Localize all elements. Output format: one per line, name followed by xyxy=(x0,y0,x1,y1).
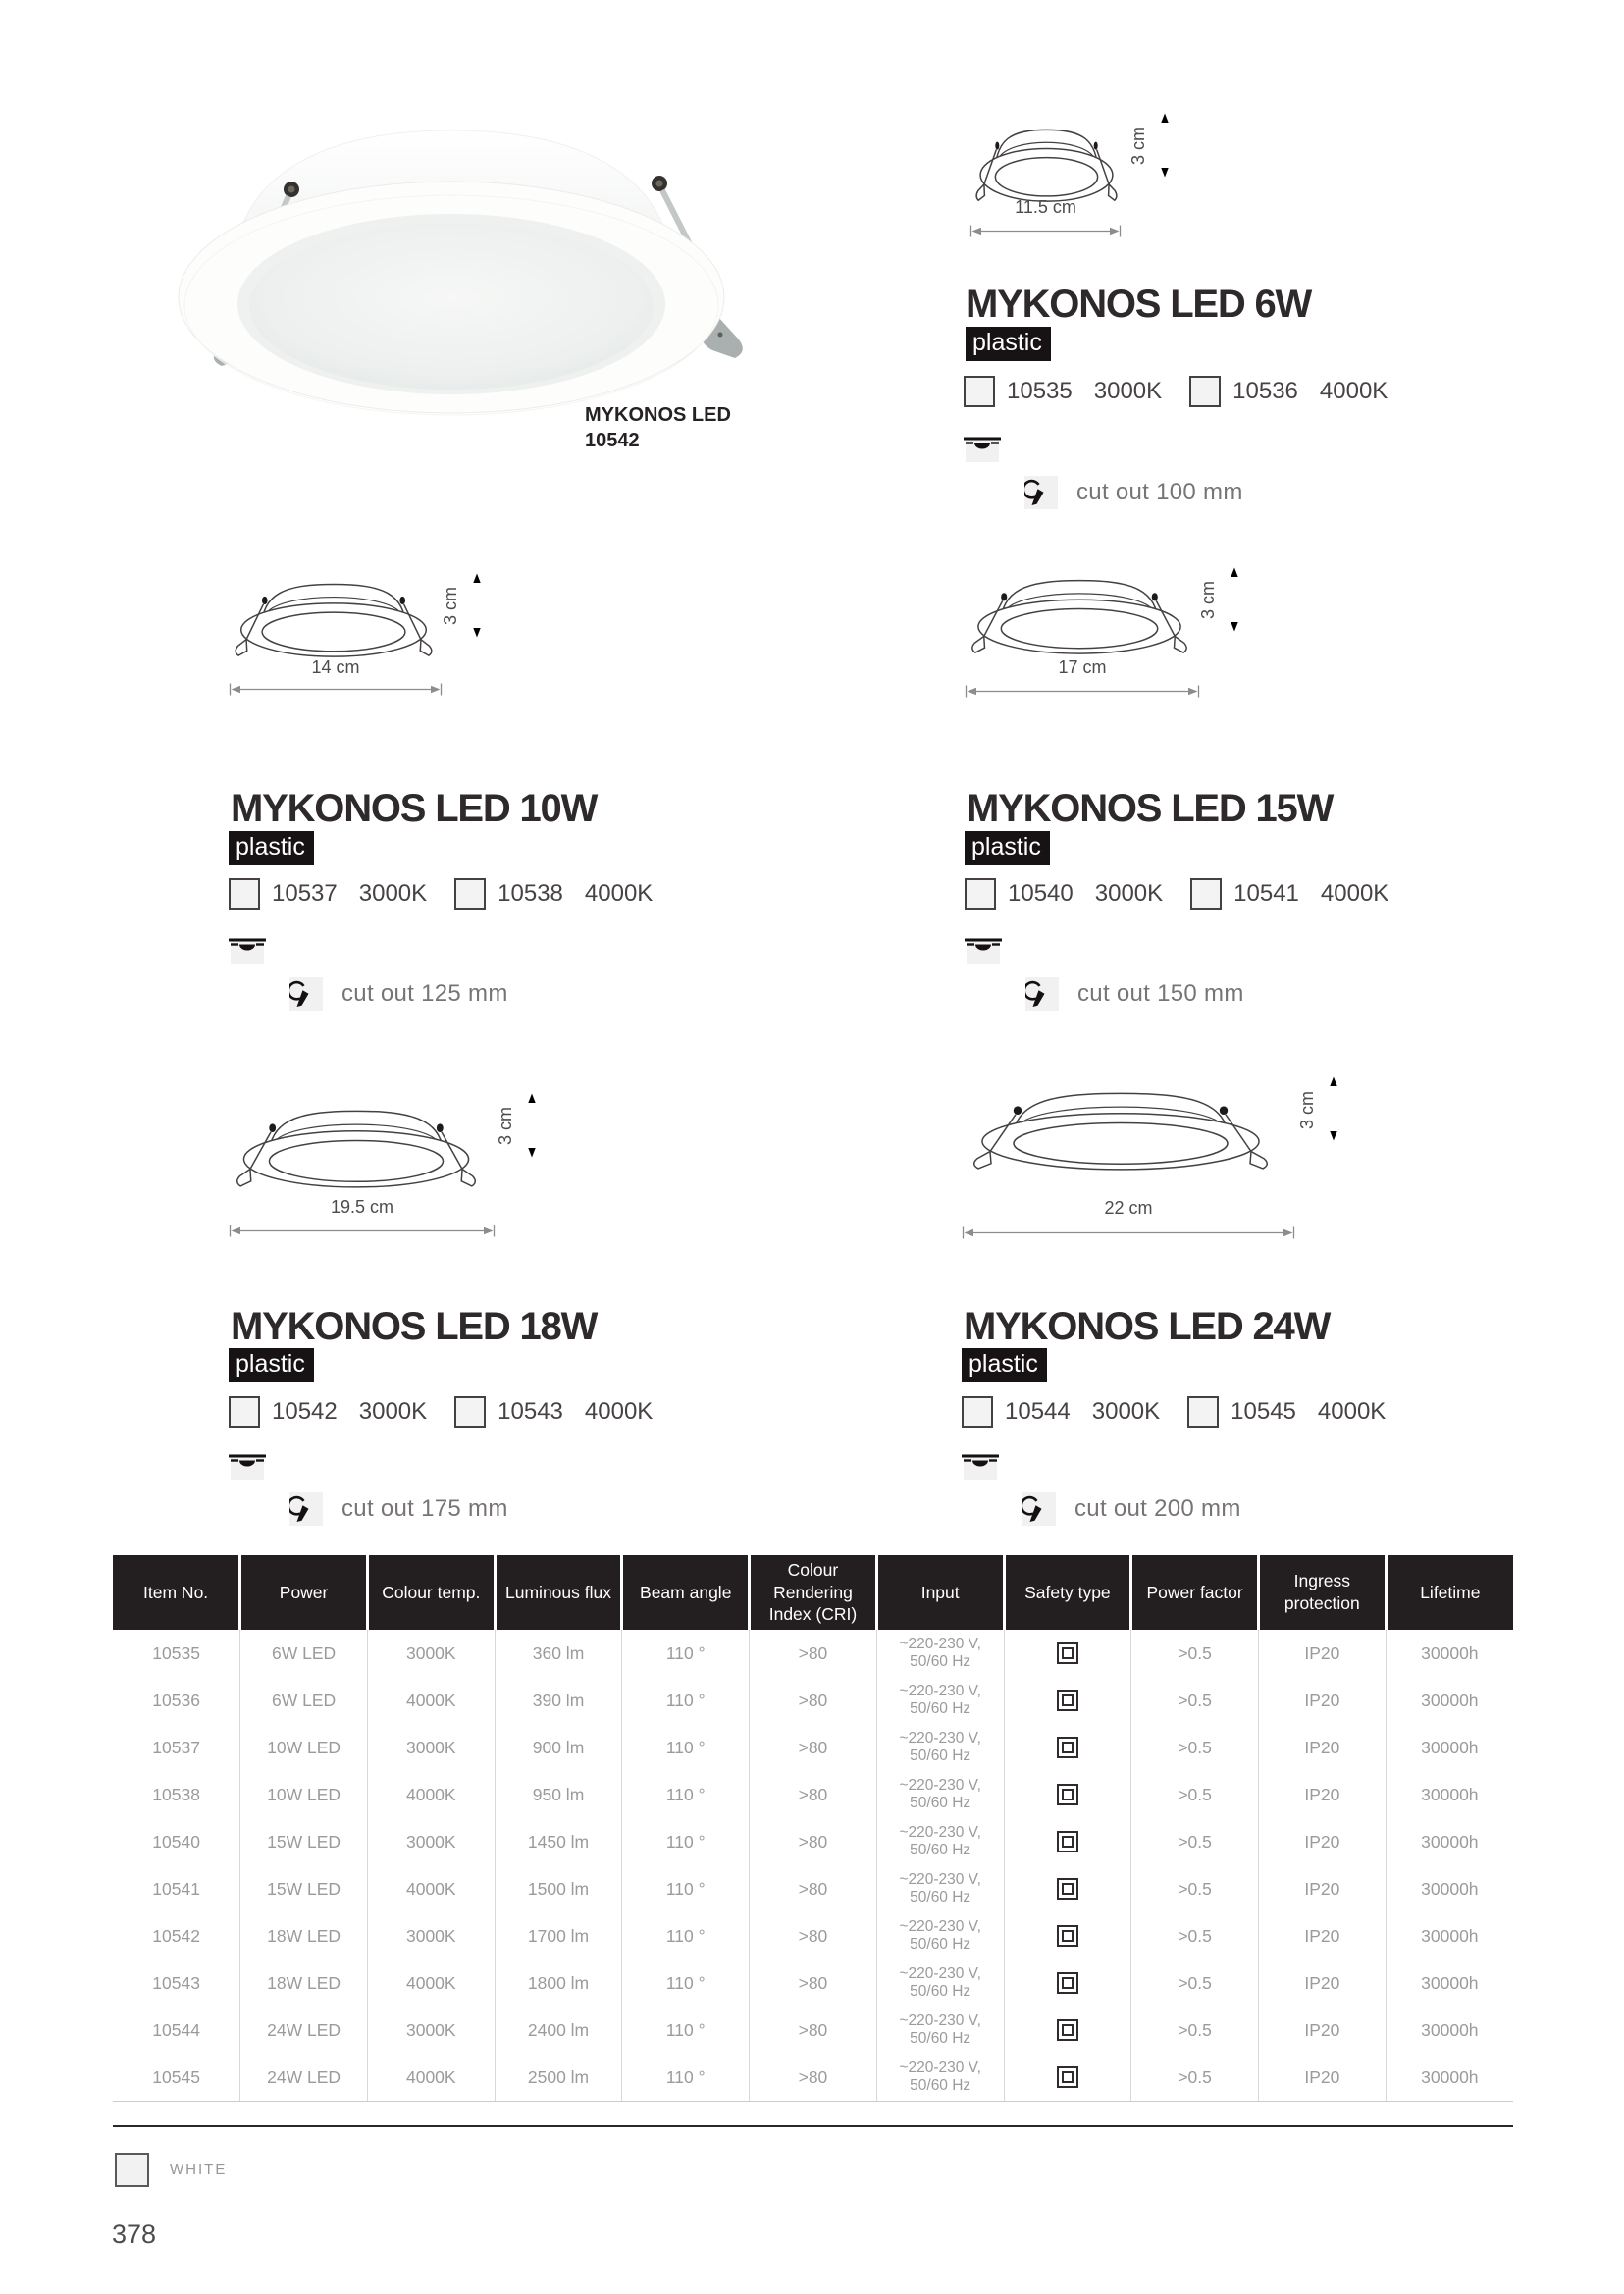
variant-row xyxy=(962,1396,1386,1428)
spec-cell: 110 ° xyxy=(622,1630,750,1677)
spec-cell: IP20 xyxy=(1258,1818,1386,1865)
spec-row xyxy=(113,1818,1513,1865)
variant-checkbox xyxy=(965,878,996,910)
spec-cell: >80 xyxy=(750,1771,877,1818)
variant-code: 10545 xyxy=(1231,1398,1296,1425)
product-section-10w xyxy=(229,549,690,1040)
class-ii-icon xyxy=(1057,1642,1078,1664)
class-ii-icon xyxy=(1057,1878,1078,1900)
spec-cell: 10537 xyxy=(152,1737,200,1757)
spec-cell: 110 ° xyxy=(622,2007,750,2054)
spec-cell: IP20 xyxy=(1258,1724,1386,1771)
material-badge: plastic xyxy=(229,1348,314,1382)
downlight-side-drawing xyxy=(229,569,439,660)
variant-row xyxy=(229,878,653,910)
input-cell: ~220-230 V, 50/60 Hz xyxy=(876,1818,1004,1865)
spec-cell: 10W LED xyxy=(240,1771,368,1818)
variant-code: 10537 xyxy=(272,880,338,907)
spec-cell: >0.5 xyxy=(1131,1865,1259,1912)
spec-cell: 15W LED xyxy=(240,1818,368,1865)
spec-cell: 30000h xyxy=(1386,1865,1513,1912)
spec-cell: 24W LED xyxy=(240,2054,368,2102)
photo-caption-code: 10542 xyxy=(585,430,640,451)
white-colour-swatch xyxy=(115,2153,149,2187)
spec-cell: 1800 lm xyxy=(495,1959,622,2007)
safety-type-cell xyxy=(1004,2007,1131,2054)
safety-type-cell xyxy=(1004,1677,1131,1724)
spec-cell: 3000K xyxy=(367,1724,495,1771)
spec-cell: 390 lm xyxy=(495,1677,622,1724)
class-ii-icon xyxy=(1057,1784,1078,1805)
spec-cell: >80 xyxy=(750,2007,877,2054)
spec-cell: 30000h xyxy=(1386,1771,1513,1818)
spec-cell: IP20 xyxy=(1258,1959,1386,2007)
variant-code: 10536 xyxy=(1232,378,1298,404)
diameter-dimension-label: 11.5 cm xyxy=(1015,197,1076,217)
safety-type-cell xyxy=(1004,1912,1131,1959)
spec-cell: 1450 lm xyxy=(495,1818,622,1865)
spec-row xyxy=(113,1959,1513,2007)
column-header: Item No. xyxy=(113,1555,240,1630)
diameter-dimension-label: 17 cm xyxy=(1058,657,1107,677)
white-colour-label: WHITE xyxy=(170,2162,228,2178)
spec-cell: >0.5 xyxy=(1131,1677,1259,1724)
spec-cell: 18W LED xyxy=(240,1959,368,2007)
hole-saw-icon xyxy=(1022,1492,1056,1526)
height-dimension-arrow xyxy=(525,1091,539,1160)
hole-saw-icon xyxy=(1025,977,1059,1011)
spec-row xyxy=(113,1771,1513,1818)
product-title: MYKONOS LED 18W xyxy=(231,1305,598,1348)
variant-code: 10541 xyxy=(1233,880,1299,907)
class-ii-icon xyxy=(1057,2066,1078,2088)
spec-cell: 900 lm xyxy=(495,1724,622,1771)
downlight-side-drawing xyxy=(229,1095,484,1191)
spec-cell: >0.5 xyxy=(1131,1771,1259,1818)
safety-type-cell xyxy=(1004,1865,1131,1912)
column-header: Beam angle xyxy=(622,1555,750,1630)
product-title: MYKONOS LED 10W xyxy=(231,787,598,830)
spec-cell: >80 xyxy=(750,1912,877,1959)
input-cell: ~220-230 V, 50/60 Hz xyxy=(876,1630,1004,1677)
variant-colour-temp: 3000K xyxy=(358,1398,428,1425)
cutout-row xyxy=(289,977,508,1011)
input-cell: ~220-230 V, 50/60 Hz xyxy=(876,1912,1004,1959)
spec-cell: IP20 xyxy=(1258,2054,1386,2102)
safety-type-cell xyxy=(1004,1771,1131,1818)
spec-cell: 4000K xyxy=(367,1865,495,1912)
variant-code: 10535 xyxy=(1007,378,1073,404)
diameter-dimension-label: 22 cm xyxy=(1104,1198,1153,1218)
spec-row xyxy=(113,2054,1513,2102)
spec-cell: 3000K xyxy=(367,1818,495,1865)
class-ii-icon xyxy=(1057,1737,1078,1758)
cutout-label: cut out 100 mm xyxy=(1076,479,1243,505)
variant-code: 10540 xyxy=(1008,880,1074,907)
product-title: MYKONOS LED 6W xyxy=(966,283,1312,326)
input-cell: ~220-230 V, 50/60 Hz xyxy=(876,2007,1004,2054)
spec-cell: >0.5 xyxy=(1131,1818,1259,1865)
variant-checkbox xyxy=(1189,376,1221,407)
spec-cell: 10542 xyxy=(152,1925,200,1946)
divider-line xyxy=(113,2125,1513,2127)
spec-cell: >80 xyxy=(750,1818,877,1865)
spec-cell: 2500 lm xyxy=(495,2054,622,2102)
hole-saw-icon xyxy=(1024,476,1058,509)
colour-option-row xyxy=(115,2153,227,2187)
variant-colour-temp: 4000K xyxy=(584,1398,654,1425)
product-title: MYKONOS LED 24W xyxy=(964,1305,1331,1348)
spec-cell: 4000K xyxy=(367,2054,495,2102)
column-header: Ingress protection xyxy=(1258,1555,1386,1630)
spec-cell: IP20 xyxy=(1258,1865,1386,1912)
spec-cell: 110 ° xyxy=(622,1724,750,1771)
spec-cell: 3000K xyxy=(367,1912,495,1959)
material-badge: plastic xyxy=(962,1348,1047,1382)
variant-checkbox xyxy=(454,1396,486,1428)
spec-cell: >80 xyxy=(750,2054,877,2102)
recessed-mount-icon xyxy=(229,1445,266,1481)
spec-cell: 4000K xyxy=(367,1771,495,1818)
height-dimension-label: 3 cm xyxy=(1128,126,1148,165)
cutout-label: cut out 125 mm xyxy=(341,980,508,1007)
recessed-mount-icon xyxy=(964,428,1001,463)
spec-cell: 10543 xyxy=(152,1972,200,1993)
spec-cell: 1500 lm xyxy=(495,1865,622,1912)
spec-cell: 3000K xyxy=(367,1630,495,1677)
spec-table xyxy=(113,1555,1513,2102)
column-header: Colour Rendering Index (CRI) xyxy=(750,1555,877,1630)
height-dimension-label: 3 cm xyxy=(1198,580,1218,619)
spec-cell: 110 ° xyxy=(622,1959,750,2007)
spec-cell: 18W LED xyxy=(240,1912,368,1959)
class-ii-icon xyxy=(1057,1690,1078,1711)
spec-cell: 6W LED xyxy=(240,1630,368,1677)
input-cell: ~220-230 V, 50/60 Hz xyxy=(876,1865,1004,1912)
input-cell: ~220-230 V, 50/60 Hz xyxy=(876,1724,1004,1771)
spec-table-header-row xyxy=(113,1555,1513,1630)
height-dimension-label: 3 cm xyxy=(441,586,460,625)
cutout-row xyxy=(1022,1492,1241,1526)
spec-cell: 1700 lm xyxy=(495,1912,622,1959)
class-ii-icon xyxy=(1057,2019,1078,2041)
variant-checkbox xyxy=(962,1396,993,1428)
variant-code: 10542 xyxy=(272,1398,338,1425)
spec-cell: 30000h xyxy=(1386,1724,1513,1771)
column-header: Power xyxy=(240,1555,368,1630)
variant-colour-temp: 3000K xyxy=(1091,1398,1161,1425)
spec-cell: 30000h xyxy=(1386,2054,1513,2102)
recessed-mount-icon xyxy=(962,1445,999,1481)
spec-cell: 2400 lm xyxy=(495,2007,622,2054)
spec-cell: 110 ° xyxy=(622,1771,750,1818)
spec-cell: 10538 xyxy=(152,1784,200,1804)
spec-row xyxy=(113,2007,1513,2054)
photo-caption-title: MYKONOS LED xyxy=(585,404,731,426)
cutout-row xyxy=(1024,476,1243,509)
page-number: 378 xyxy=(112,2219,157,2249)
height-dimension-label: 3 cm xyxy=(1297,1090,1317,1129)
variant-colour-temp: 3000K xyxy=(358,880,428,907)
spec-cell: 10535 xyxy=(152,1642,200,1663)
spec-cell: 10536 xyxy=(152,1690,200,1710)
diameter-dimension-arrow xyxy=(229,1225,496,1237)
spec-cell: >0.5 xyxy=(1131,1959,1259,2007)
downlight-side-drawing xyxy=(971,115,1122,205)
product-section-18w xyxy=(229,1040,690,1560)
input-cell: ~220-230 V, 50/60 Hz xyxy=(876,2054,1004,2102)
material-badge: plastic xyxy=(229,831,314,865)
product-section-15w xyxy=(965,549,1426,1040)
spec-cell: 950 lm xyxy=(495,1771,622,1818)
variant-row xyxy=(965,878,1388,910)
spec-cell: >80 xyxy=(750,1865,877,1912)
spec-cell: 30000h xyxy=(1386,1912,1513,1959)
spec-cell: 6W LED xyxy=(240,1677,368,1724)
spec-cell: >0.5 xyxy=(1131,2007,1259,2054)
spec-cell: 110 ° xyxy=(622,2054,750,2102)
product-section-6w xyxy=(962,93,1423,545)
cutout-label: cut out 150 mm xyxy=(1077,980,1244,1007)
spec-cell: 10541 xyxy=(152,1878,200,1899)
height-dimension-arrow xyxy=(1158,111,1172,180)
diameter-dimension-arrow xyxy=(962,1226,1295,1239)
height-dimension-arrow xyxy=(1228,565,1241,634)
input-cell: ~220-230 V, 50/60 Hz xyxy=(876,1959,1004,2007)
spec-cell: 15W LED xyxy=(240,1865,368,1912)
column-header: Input xyxy=(876,1555,1004,1630)
spec-cell: 3000K xyxy=(367,2007,495,2054)
recessed-mount-icon xyxy=(965,929,1002,965)
spec-cell: 30000h xyxy=(1386,2007,1513,2054)
safety-type-cell xyxy=(1004,1959,1131,2007)
product-title: MYKONOS LED 15W xyxy=(967,787,1334,830)
diameter-dimension-arrow xyxy=(229,683,443,696)
variant-colour-temp: 4000K xyxy=(1319,378,1388,404)
spec-cell: 110 ° xyxy=(622,1912,750,1959)
column-header: Luminous flux xyxy=(495,1555,622,1630)
spec-cell: >0.5 xyxy=(1131,1912,1259,1959)
product-photo xyxy=(110,74,787,417)
spec-cell: >0.5 xyxy=(1131,1724,1259,1771)
spec-cell: 30000h xyxy=(1386,1959,1513,2007)
spec-cell: 30000h xyxy=(1386,1818,1513,1865)
diameter-dimension-arrow xyxy=(965,685,1200,698)
variant-checkbox xyxy=(454,878,486,910)
spec-cell: >80 xyxy=(750,1630,877,1677)
column-header: Safety type xyxy=(1004,1555,1131,1630)
spec-cell: 4000K xyxy=(367,1677,495,1724)
column-header: Colour temp. xyxy=(367,1555,495,1630)
product-section-24w xyxy=(962,1040,1423,1560)
variant-row xyxy=(964,376,1388,407)
recessed-mount-icon xyxy=(229,929,266,965)
hole-saw-icon xyxy=(289,977,323,1011)
safety-type-cell xyxy=(1004,1630,1131,1677)
spec-cell: 4000K xyxy=(367,1959,495,2007)
variant-code: 10538 xyxy=(498,880,563,907)
variant-checkbox xyxy=(229,1396,260,1428)
cutout-label: cut out 175 mm xyxy=(341,1495,508,1522)
class-ii-icon xyxy=(1057,1831,1078,1852)
spec-cell: 10545 xyxy=(113,2054,240,2102)
spec-cell: 110 ° xyxy=(622,1677,750,1724)
input-cell: ~220-230 V, 50/60 Hz xyxy=(876,1677,1004,1724)
variant-checkbox xyxy=(964,376,995,407)
cutout-label: cut out 200 mm xyxy=(1074,1495,1241,1522)
spec-cell: 110 ° xyxy=(622,1865,750,1912)
cutout-row xyxy=(1025,977,1244,1011)
material-badge: plastic xyxy=(966,327,1051,361)
safety-type-cell xyxy=(1004,1818,1131,1865)
safety-type-cell xyxy=(1004,1724,1131,1771)
spec-cell: IP20 xyxy=(1258,1677,1386,1724)
spec-cell: 10W LED xyxy=(240,1724,368,1771)
variant-colour-temp: 3000K xyxy=(1093,378,1163,404)
variant-checkbox xyxy=(1187,1396,1219,1428)
variant-code: 10544 xyxy=(1005,1398,1071,1425)
variant-colour-temp: 4000K xyxy=(1317,1398,1387,1425)
class-ii-icon xyxy=(1057,1925,1078,1947)
safety-type-cell xyxy=(1004,2054,1131,2102)
photo-caption xyxy=(585,402,731,453)
diameter-dimension-arrow xyxy=(969,225,1122,237)
spec-cell: 24W LED xyxy=(240,2007,368,2054)
spec-cell: IP20 xyxy=(1258,1771,1386,1818)
spec-row xyxy=(113,1677,1513,1724)
spec-cell: IP20 xyxy=(1258,2007,1386,2054)
spec-row xyxy=(113,1865,1513,1912)
spec-row xyxy=(113,1912,1513,1959)
diameter-dimension-label: 14 cm xyxy=(311,657,360,677)
variant-checkbox xyxy=(1190,878,1222,910)
spec-cell: IP20 xyxy=(1258,1912,1386,1959)
spec-cell: 360 lm xyxy=(495,1630,622,1677)
spec-cell: 10540 xyxy=(152,1831,200,1851)
input-cell: ~220-230 V, 50/60 Hz xyxy=(876,1771,1004,1818)
spec-row xyxy=(113,1630,1513,1677)
downlight-side-drawing xyxy=(965,565,1194,657)
column-header: Lifetime xyxy=(1386,1555,1513,1630)
downlight-side-drawing xyxy=(964,1077,1278,1173)
spec-cell: 10544 xyxy=(152,2019,200,2040)
cutout-row xyxy=(289,1492,508,1526)
class-ii-icon xyxy=(1057,1972,1078,1994)
spec-cell: 110 ° xyxy=(622,1818,750,1865)
spec-cell: >80 xyxy=(750,1959,877,2007)
variant-colour-temp: 3000K xyxy=(1094,880,1164,907)
height-dimension-arrow xyxy=(1327,1074,1340,1143)
variant-code: 10543 xyxy=(498,1398,563,1425)
height-dimension-arrow xyxy=(470,571,484,640)
hole-saw-icon xyxy=(289,1492,323,1526)
diameter-dimension-label: 19.5 cm xyxy=(330,1197,394,1217)
variant-row xyxy=(229,1396,653,1428)
material-badge: plastic xyxy=(965,831,1050,865)
spec-cell: >80 xyxy=(750,1724,877,1771)
variant-colour-temp: 4000K xyxy=(1320,880,1389,907)
spec-cell: 30000h xyxy=(1386,1677,1513,1724)
spec-cell: >0.5 xyxy=(1131,2054,1259,2102)
variant-colour-temp: 4000K xyxy=(584,880,654,907)
spec-cell: 30000h xyxy=(1386,1630,1513,1677)
height-dimension-label: 3 cm xyxy=(496,1106,515,1145)
spec-cell: >80 xyxy=(750,1677,877,1724)
spec-cell: IP20 xyxy=(1258,1630,1386,1677)
variant-checkbox xyxy=(229,878,260,910)
spec-table-body xyxy=(113,1630,1513,2102)
spec-cell: >0.5 xyxy=(1131,1630,1259,1677)
column-header: Power factor xyxy=(1131,1555,1259,1630)
spec-row xyxy=(113,1724,1513,1771)
